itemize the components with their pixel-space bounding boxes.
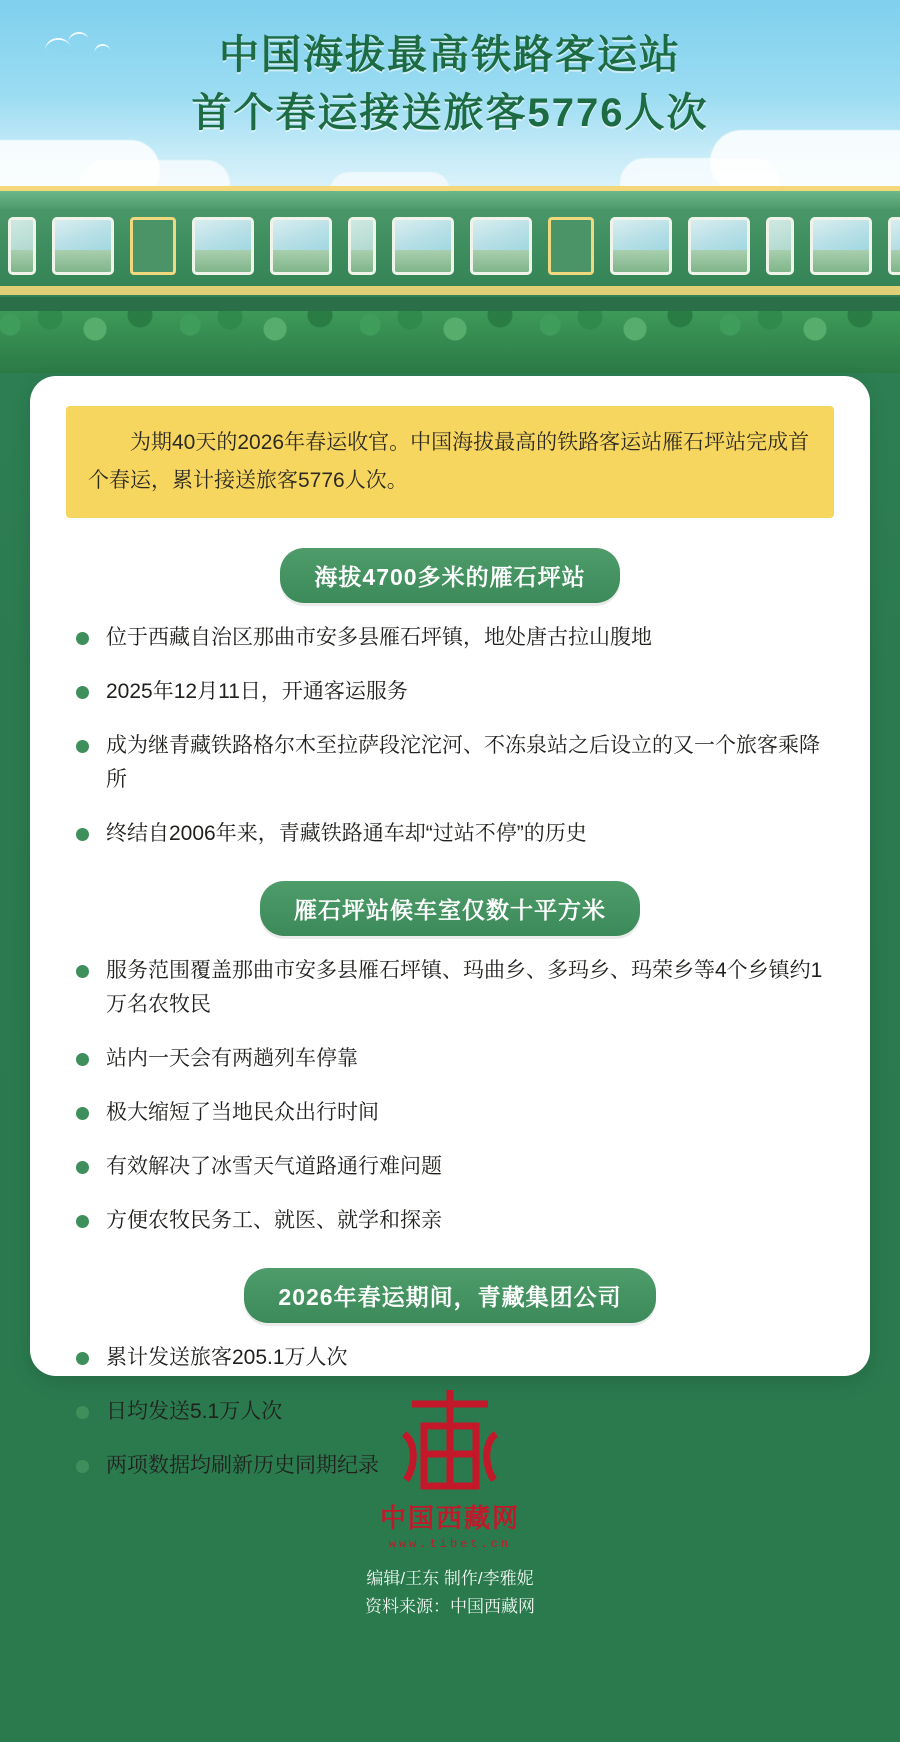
train-window [888,217,900,275]
list-item [66,817,834,851]
credit-line-2: 资料来源：中国西藏网 [365,1597,535,1616]
train-window [810,217,872,275]
list-item-text: 两项数据均刷新历史同期纪录 [106,1454,379,1477]
list-item-text: 成为继青藏铁路格尔木至拉萨段沱沱河、不冻泉站之后设立的又一个旅客乘降所 [106,734,820,791]
train-illustration [0,186,900,316]
list-item-text: 服务范围覆盖那曲市安多县雁石坪镇、玛曲乡、多玛乡、玛荣乡等4个乡镇约1万名农牧民 [106,959,823,1016]
bullet-dot-icon [76,1215,89,1228]
grass-band [0,311,900,373]
list-item [66,1341,834,1375]
list-item [66,1096,834,1130]
tibet-logo-icon [390,1382,510,1494]
list-item [66,675,834,709]
train-stripe [0,286,900,295]
content-card [30,376,870,1477]
bullet-dot-icon [76,740,89,753]
section-title: 海拔4700多米的雁石坪站 [280,548,619,603]
train-window [348,217,376,275]
list-item [66,729,834,797]
list-item-text: 极大缩短了当地民众出行时间 [106,1101,379,1124]
section-1-header [66,548,834,603]
list-item-text: 站内一天会有两趟列车停靠 [106,1047,358,1070]
list-item-text: 有效解决了冰雪天气道路通行难问题 [106,1155,442,1178]
logo-url: www.tibet.cn [388,1537,512,1551]
list-item-text: 方便农牧民务工、就医、就学和探亲 [106,1209,442,1232]
list-item [66,1150,834,1184]
section-2-header [66,881,834,936]
list-item-text: 终结自2006年来，青藏铁路通车却“过站不停”的历史 [106,822,587,845]
train-door [548,217,594,275]
train-door [130,217,176,275]
title-line-2: 首个春运接送旅客5776人次 [191,91,709,135]
page-title [0,26,900,142]
bullet-dot-icon [76,1161,89,1174]
section-title: 2026年春运期间，青藏集团公司 [244,1268,655,1323]
train-window [270,217,332,275]
train-roof [0,191,900,209]
train-window [52,217,114,275]
bullet-dot-icon [76,965,89,978]
summary-box: 为期40天的2026年春运收官。中国海拔最高的铁路客运站雁石坪站完成首个春运，累计接送旅客5776人次。 [66,406,834,518]
train-window [610,217,672,275]
bullet-dot-icon [76,686,89,699]
title-line-1: 中国海拔最高铁路客运站 [219,33,681,77]
train-window [766,217,794,275]
bullet-dot-icon [76,1053,89,1066]
train-window [688,217,750,275]
list-item [66,1204,834,1238]
list-item [66,954,834,1022]
bullet-dot-icon [76,1107,89,1120]
section-3-header [66,1268,834,1323]
train-base [0,297,900,311]
list-item-text: 累计发送旅客205.1万人次 [106,1346,348,1369]
bullet-dot-icon [76,828,89,841]
train-window [8,217,36,275]
train-window-row [8,217,900,275]
list-item-text: 日均发送5.1万人次 [106,1400,283,1423]
bullet-dot-icon [76,1352,89,1365]
train-window [470,217,532,275]
section-title: 雁石坪站候车室仅数十平方米 [260,881,640,936]
section-1-list [66,621,834,851]
logo-text: 中国西藏网 [379,1503,520,1533]
list-item-text: 位于西藏自治区那曲市安多县雁石坪镇，地处唐古拉山腹地 [106,626,652,649]
train-window [192,217,254,275]
bullet-dot-icon [76,632,89,645]
list-item [66,621,834,655]
train-window [392,217,454,275]
footer [0,1382,900,1742]
list-item [66,1042,834,1076]
credit-line-1: 编辑/王东 制作/李雅妮 [366,1569,534,1588]
credits [0,1565,900,1621]
section-2-list [66,954,834,1238]
list-item-text: 2025年12月11日，开通客运服务 [106,680,408,703]
